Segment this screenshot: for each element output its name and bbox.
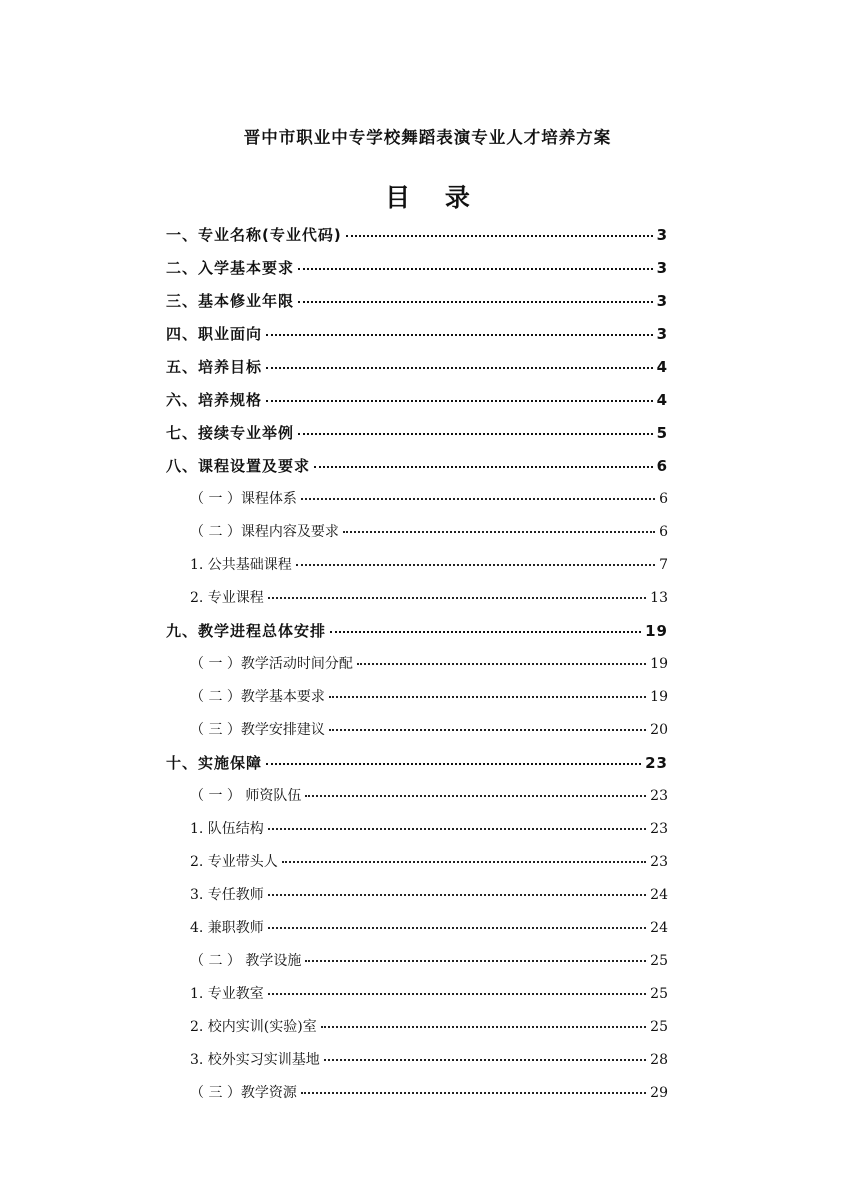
- toc-entry-page: 25: [650, 1019, 668, 1035]
- dot-leader: [305, 794, 646, 797]
- toc-entry-section-9[interactable]: [166, 620, 668, 642]
- toc-entry-page: 28: [650, 1052, 668, 1068]
- toc-entry-page: 23: [650, 821, 668, 837]
- toc-entry-page: 6: [656, 457, 668, 475]
- dot-leader: [296, 563, 655, 566]
- toc-entry-subsection[interactable]: [190, 917, 668, 939]
- toc-entry-page: 25: [650, 953, 668, 969]
- toc-entry-section-7[interactable]: [166, 422, 668, 444]
- toc-entry-subsection[interactable]: [190, 521, 668, 543]
- toc-entry-page: 3: [656, 292, 668, 310]
- dot-leader: [357, 662, 646, 665]
- toc-entry-page: 23: [650, 854, 668, 870]
- dot-leader: [305, 959, 646, 962]
- toc-entry-page: 7: [659, 557, 668, 573]
- toc-entry-label: （ 二 ）教学基本要求: [190, 689, 325, 705]
- toc-entry-page: 4: [656, 358, 668, 376]
- dot-leader: [268, 893, 646, 896]
- toc-entry-subsection[interactable]: [190, 884, 668, 906]
- toc-entry-label: 二、入学基本要求: [166, 259, 295, 277]
- dot-leader: [268, 992, 646, 995]
- toc-entry-section-2[interactable]: [166, 257, 668, 279]
- toc-entry-subsection[interactable]: [190, 587, 668, 609]
- toc-entry-label: 五、培养目标: [166, 358, 263, 376]
- toc-entry-label: 1. 队伍结构: [190, 821, 264, 837]
- toc-entry-label: （ 三 ）教学安排建议: [190, 722, 325, 738]
- toc-entry-label: （ 一 ） 师资队伍: [190, 788, 302, 804]
- toc-entry-page: 3: [656, 226, 668, 244]
- dot-leader: [268, 827, 646, 830]
- dot-leader: [301, 497, 655, 500]
- toc-entry-label: 3. 专任教师: [190, 887, 264, 903]
- document-title: 晋中市职业中专学校舞蹈表演专业人才培养方案: [243, 128, 612, 147]
- toc-heading: 目 录: [385, 183, 470, 212]
- toc-entry-page: 5: [656, 424, 668, 442]
- toc-entry-label: 三、基本修业年限: [166, 292, 295, 310]
- toc-entry-label: 四、职业面向: [166, 325, 263, 343]
- toc-entry-section-5[interactable]: [166, 356, 668, 378]
- dot-leader: [346, 234, 653, 237]
- toc-entry-subsection[interactable]: [190, 686, 668, 708]
- toc-entry-subsection[interactable]: [190, 983, 668, 1005]
- toc-entry-page: 4: [656, 391, 668, 409]
- toc-entry-page: 13: [650, 590, 668, 606]
- dot-leader: [321, 1025, 646, 1028]
- dot-leader: [268, 926, 646, 929]
- toc-entry-label: 九、教学进程总体安排: [166, 622, 327, 640]
- toc-entry-label: （ 一 ）课程体系: [190, 491, 297, 507]
- dot-leader: [314, 465, 653, 468]
- toc-entry-subsection[interactable]: [190, 554, 668, 576]
- dot-leader: [298, 432, 653, 435]
- toc-entry-label: 十、实施保障: [166, 754, 263, 772]
- toc-entry-subsection[interactable]: [190, 950, 668, 972]
- toc-entry-page: 6: [659, 491, 668, 507]
- toc-entry-page: 29: [650, 1085, 668, 1101]
- toc-entry-subsection[interactable]: [190, 719, 668, 741]
- dot-leader: [282, 860, 646, 863]
- toc-entry-label: 2. 校内实训(实验)室: [190, 1019, 317, 1035]
- toc-entry-label: 七、接续专业举例: [166, 424, 295, 442]
- toc-entry-label: 八、课程设置及要求: [166, 457, 311, 475]
- toc-entry-subsection[interactable]: [190, 1082, 668, 1104]
- toc-entry-page: 23: [645, 754, 668, 772]
- toc-entry-section-1[interactable]: [166, 224, 668, 246]
- toc-entry-section-4[interactable]: [166, 323, 668, 345]
- dot-leader: [330, 630, 641, 633]
- toc-entry-page: 19: [650, 656, 668, 672]
- dot-leader: [266, 399, 653, 402]
- dot-leader: [329, 695, 646, 698]
- dot-leader: [266, 333, 653, 336]
- toc-entry-label: 4. 兼职教师: [190, 920, 264, 936]
- dot-leader: [343, 530, 655, 533]
- dot-leader: [329, 728, 646, 731]
- toc-entry-subsection[interactable]: [190, 851, 668, 873]
- toc-entry-label: 2. 专业课程: [190, 590, 264, 606]
- toc-entry-page: 20: [650, 722, 668, 738]
- toc-entry-section-8[interactable]: [166, 455, 668, 477]
- dot-leader: [298, 267, 653, 270]
- toc-entry-label: 1. 公共基础课程: [190, 557, 292, 573]
- toc-entry-label: 1. 专业教室: [190, 986, 264, 1002]
- dot-leader: [324, 1058, 646, 1061]
- toc-entry-subsection[interactable]: [190, 818, 668, 840]
- toc-entry-label: 2. 专业带头人: [190, 854, 278, 870]
- toc-entry-page: 19: [650, 689, 668, 705]
- toc-entry-subsection[interactable]: [190, 1016, 668, 1038]
- dot-leader: [268, 596, 646, 599]
- toc-entry-label: （ 二 ）课程内容及要求: [190, 524, 339, 540]
- dot-leader: [298, 300, 653, 303]
- toc-entry-page: 24: [650, 920, 668, 936]
- toc-entry-page: 3: [656, 325, 668, 343]
- toc-entry-subsection[interactable]: [190, 1049, 668, 1071]
- toc-entry-page: 25: [650, 986, 668, 1002]
- toc-entry-subsection[interactable]: [190, 785, 668, 807]
- toc-entry-label: 一、专业名称(专业代码): [166, 226, 342, 244]
- dot-leader: [266, 762, 641, 765]
- toc-entry-section-6[interactable]: [166, 389, 668, 411]
- toc-entry-page: 24: [650, 887, 668, 903]
- toc-entry-label: （ 一 ）教学活动时间分配: [190, 656, 353, 672]
- dot-leader: [301, 1091, 646, 1094]
- dot-leader: [266, 366, 653, 369]
- toc-entry-label: （ 三 ）教学资源: [190, 1085, 297, 1101]
- toc-entry-page: 19: [645, 622, 668, 640]
- toc-entry-subsection[interactable]: [190, 653, 668, 675]
- toc-entry-page: 3: [656, 259, 668, 277]
- toc-entry-page: 23: [650, 788, 668, 804]
- toc-entry-section-3[interactable]: [166, 290, 668, 312]
- toc-entry-page: 6: [659, 524, 668, 540]
- toc-entry-label: （ 二 ） 教学设施: [190, 953, 302, 969]
- toc-entry-section-10[interactable]: [166, 752, 668, 774]
- toc-entry-label: 3. 校外实习实训基地: [190, 1052, 320, 1068]
- toc-entry-label: 六、培养规格: [166, 391, 263, 409]
- toc-entry-subsection[interactable]: [190, 488, 668, 510]
